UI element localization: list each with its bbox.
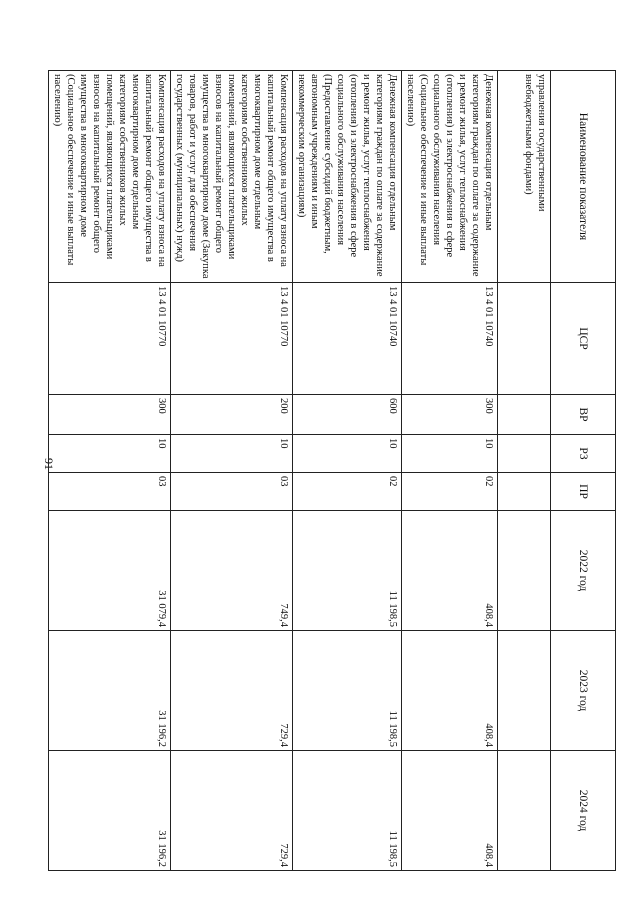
cell-vr: 600 xyxy=(293,395,402,435)
budget-table xyxy=(48,70,616,871)
header-csr: ЦСР xyxy=(551,283,616,395)
cell-rz: 10 xyxy=(402,435,498,473)
table-row xyxy=(171,71,293,871)
cell-name: Компенсация расходов на уплату взноса на капитальный ремонт общего имущества в многоквартирном доме отдельным категориям собственников жилых помещений, являющихся плательщиками взносов на капитальный ремонт общего имущества в многоквартирном доме (Закупка товаров, работ и услуг для обеспечения государственных (муниципальных) нужд) xyxy=(171,71,293,283)
cell-2024: 11 198,5 xyxy=(293,751,402,871)
cell-csr: 13 4 01 10770 xyxy=(171,283,293,395)
cell-vr: 300 xyxy=(402,395,498,435)
cell-rz: 10 xyxy=(49,435,171,473)
cell-2022: 31 079,4 xyxy=(49,511,171,631)
table-row xyxy=(293,71,402,871)
header-2024: 2024 год xyxy=(551,751,616,871)
cell-vr: 200 xyxy=(171,395,293,435)
cell-2022: 749,4 xyxy=(171,511,293,631)
cell-csr: 13 4 01 10770 xyxy=(49,283,171,395)
table-row xyxy=(498,71,551,871)
table-row xyxy=(402,71,498,871)
cell-name: управления государственными внебюджетными фондами) xyxy=(498,71,551,283)
header-rz: РЗ xyxy=(551,435,616,473)
header-name: Наименование показателя xyxy=(551,71,616,283)
cell-2022: 408,4 xyxy=(402,511,498,631)
cell-2024: 729,4 xyxy=(171,751,293,871)
rotated-table-container xyxy=(52,70,616,870)
cell-pr: 02 xyxy=(402,473,498,511)
cell-csr: 13 4 01 10740 xyxy=(293,283,402,395)
cell-2024: 31 196,2 xyxy=(49,751,171,871)
cell-2023: 11 198,5 xyxy=(293,631,402,751)
cell-2024: 408,4 xyxy=(402,751,498,871)
cell-2023 xyxy=(498,631,551,751)
cell-rz: 10 xyxy=(171,435,293,473)
cell-csr: 13 4 01 10740 xyxy=(402,283,498,395)
cell-rz xyxy=(498,435,551,473)
cell-2023: 408,4 xyxy=(402,631,498,751)
cell-2024 xyxy=(498,751,551,871)
cell-name: Денежная компенсация отдельным категориям граждан по оплате за содержание и ремонт жилья, услуг теплоснабжения (отопления) и электроснабжения в сфере социального обслуживания населения (Предоставление субсидий бюджетным, автономным учреждениям и иным некоммерческим организациям) xyxy=(293,71,402,283)
page-number: 91 xyxy=(42,458,56,470)
cell-vr: 300 xyxy=(49,395,171,435)
header-2022: 2022 год xyxy=(551,511,616,631)
table-row xyxy=(49,71,171,871)
cell-2023: 31 196,2 xyxy=(49,631,171,751)
header-2023: 2023 год xyxy=(551,631,616,751)
cell-2022 xyxy=(498,511,551,631)
table-header-row xyxy=(551,71,616,871)
cell-2022: 11 198,5 xyxy=(293,511,402,631)
cell-2023: 729,4 xyxy=(171,631,293,751)
cell-pr: 02 xyxy=(293,473,402,511)
cell-name: Денежная компенсация отдельным категориям граждан по оплате за содержание и ремонт жилья, услуг теплоснабжения (отопления) и электроснабжения в сфере социального обслуживания населения (Социальное обеспечение и иные выплаты населению) xyxy=(402,71,498,283)
header-pr: ПР xyxy=(551,473,616,511)
header-vr: ВР xyxy=(551,395,616,435)
cell-rz: 10 xyxy=(293,435,402,473)
cell-name: Компенсация расходов на уплату взноса на капитальный ремонт общего имущества в многоквартирном доме отдельным категориям собственников жилых помещений, являющихся плательщиками взносов на капитальный ремонт общего имущества в многоквартирном доме (Социальное обеспечение и иные выплаты населению) xyxy=(49,71,171,283)
cell-csr xyxy=(498,283,551,395)
cell-pr: 03 xyxy=(49,473,171,511)
cell-pr xyxy=(498,473,551,511)
cell-pr: 03 xyxy=(171,473,293,511)
cell-vr xyxy=(498,395,551,435)
